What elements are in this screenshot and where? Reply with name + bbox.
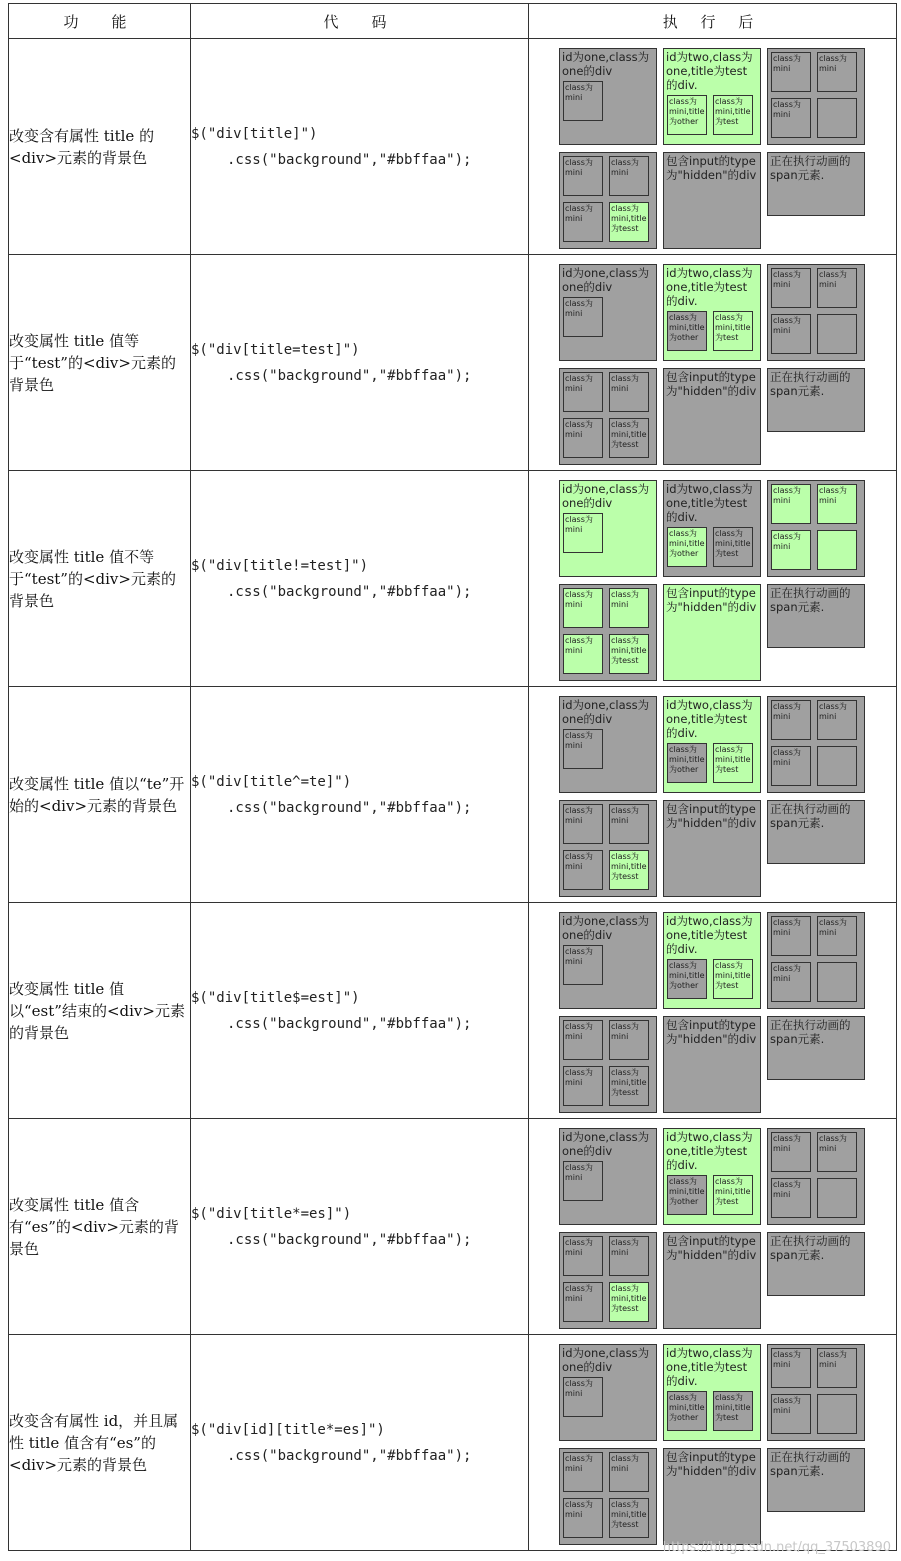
- mini-div: class为mini: [563, 1161, 603, 1201]
- result-demo: [557, 476, 867, 681]
- mini-div: class为mini: [771, 962, 811, 1002]
- mini-div: class为mini: [563, 1377, 603, 1417]
- function-description: 改变含有属性 id，并且属性 title 值含有“es”的<div>元素的背景色: [9, 1335, 191, 1551]
- function-description: 改变属性 title 值等于“test”的<div>元素的背景色: [9, 255, 191, 471]
- div-two-label: id为two,class为one,title为test的div.: [666, 914, 753, 956]
- code-css-call: .css("background","#bbffaa");: [227, 799, 472, 816]
- result-cell: [529, 1119, 897, 1335]
- mini-div: class为mini: [563, 202, 603, 242]
- div-hidden: [663, 1016, 761, 1113]
- div-left-group: [559, 368, 657, 465]
- div-two-label: id为two,class为one,title为test的div.: [666, 1130, 753, 1172]
- code-selector: $("div[title=test]"): [191, 341, 360, 358]
- div-one: [559, 480, 657, 577]
- result-demo: [557, 692, 867, 897]
- function-description: 改变属性 title 值含有“es”的<div>元素的背景色: [9, 1119, 191, 1335]
- mini-div: class为mini: [817, 52, 857, 92]
- mini-div: class为mini,title为other: [667, 1175, 707, 1215]
- span-animated-label: 正在执行动画的span元素.: [770, 802, 851, 830]
- code-css-call: .css("background","#bbffaa");: [227, 583, 472, 600]
- result-demo: [557, 260, 867, 465]
- mini-div: class为mini: [563, 81, 603, 121]
- div-two-label: id为two,class为one,title为test的div.: [666, 482, 753, 524]
- span-animated: [767, 1232, 865, 1296]
- code-selector: $("div[title*=es]"): [191, 1205, 352, 1222]
- header-row: [9, 4, 897, 39]
- mini-div: class为mini,title为test: [713, 959, 753, 999]
- div-right-group: [767, 48, 865, 145]
- mini-div: [817, 530, 857, 570]
- mini-div: class为mini,title为tesst: [609, 634, 649, 674]
- mini-div: class为mini: [563, 1498, 603, 1538]
- div-one-label: id为one,class为one的div: [562, 914, 650, 942]
- span-animated-label: 正在执行动画的span元素.: [770, 1450, 851, 1478]
- mini-div: class为mini,title为test: [713, 743, 753, 783]
- result-cell: [529, 687, 897, 903]
- mini-div: class为mini: [563, 1020, 603, 1060]
- table-row: [9, 471, 897, 687]
- div-left-group: [559, 1232, 657, 1329]
- mini-div: class为mini,title为test: [713, 311, 753, 351]
- mini-div: class为mini: [771, 314, 811, 354]
- mini-div: class为mini,title为tesst: [609, 1282, 649, 1322]
- mini-div: class为mini: [771, 268, 811, 308]
- div-hidden-label: 包含input的type为"hidden"的div: [666, 802, 757, 830]
- selector-table: [8, 3, 897, 1551]
- div-one: [559, 1344, 657, 1441]
- function-description: 改变属性 title 值以“te”开始的<div>元素的背景色: [9, 687, 191, 903]
- div-one-label: id为one,class为one的div: [562, 1130, 650, 1158]
- code-cell: [191, 1335, 529, 1551]
- div-right-group: [767, 1128, 865, 1225]
- mini-div: class为mini: [563, 1452, 603, 1492]
- div-one-label: id为one,class为one的div: [562, 482, 650, 510]
- table-row: [9, 903, 897, 1119]
- mini-div: class为mini: [771, 916, 811, 956]
- span-animated-label: 正在执行动画的span元素.: [770, 154, 851, 182]
- mini-div: class为mini: [563, 850, 603, 890]
- mini-div: class为mini: [817, 268, 857, 308]
- div-one: [559, 1128, 657, 1225]
- mini-div: class为mini: [771, 1132, 811, 1172]
- mini-div: class为mini,title为test: [713, 95, 753, 135]
- div-right-group: [767, 264, 865, 361]
- div-one: [559, 696, 657, 793]
- mini-div: class为mini: [817, 1132, 857, 1172]
- code-selector: $("div[title]"): [191, 125, 318, 142]
- div-right-group: [767, 696, 865, 793]
- div-two-label: id为two,class为one,title为test的div.: [666, 50, 753, 92]
- mini-div: class为mini: [771, 1178, 811, 1218]
- div-hidden-label: 包含input的type为"hidden"的div: [666, 586, 757, 614]
- mini-div: class为mini: [771, 98, 811, 138]
- mini-div: class为mini: [817, 916, 857, 956]
- mini-div: class为mini,title为test: [713, 1391, 753, 1431]
- code-css-call: .css("background","#bbffaa");: [227, 1231, 472, 1248]
- div-hidden: [663, 584, 761, 681]
- mini-div: class为mini: [563, 634, 603, 674]
- code-selector: $("div[id][title*=es]"): [191, 1421, 385, 1438]
- mini-div: class为mini,title为tesst: [609, 202, 649, 242]
- code-cell: [191, 903, 529, 1119]
- header-code: 代 码: [191, 4, 529, 39]
- div-one-label: id为one,class为one的div: [562, 698, 650, 726]
- mini-div: class为mini: [817, 700, 857, 740]
- span-animated: [767, 368, 865, 432]
- div-hidden-label: 包含input的type为"hidden"的div: [666, 1450, 757, 1478]
- result-cell: [529, 1335, 897, 1551]
- mini-div: [817, 98, 857, 138]
- mini-div: class为mini: [817, 484, 857, 524]
- mini-div: class为mini: [563, 372, 603, 412]
- div-right-group: [767, 912, 865, 1009]
- span-animated: [767, 800, 865, 864]
- mini-div: class为mini,title为tesst: [609, 850, 649, 890]
- mini-div: class为mini,title为other: [667, 95, 707, 135]
- div-hidden-label: 包含input的type为"hidden"的div: [666, 370, 757, 398]
- mini-div: class为mini: [609, 1020, 649, 1060]
- span-animated: [767, 1016, 865, 1080]
- code-cell: [191, 1119, 529, 1335]
- div-one-label: id为one,class为one的div: [562, 1346, 650, 1374]
- div-hidden-label: 包含input的type为"hidden"的div: [666, 1018, 757, 1046]
- div-one: [559, 912, 657, 1009]
- mini-div: class为mini: [563, 1236, 603, 1276]
- mini-div: class为mini: [563, 945, 603, 985]
- mini-div: class为mini,title为tesst: [609, 418, 649, 458]
- div-hidden: [663, 368, 761, 465]
- table-row: [9, 1335, 897, 1551]
- watermark: https://blog.csdn.net/qq_37503890: [662, 1540, 891, 1555]
- code-selector: $("div[title$=est]"): [191, 989, 360, 1006]
- div-two-label: id为two,class为one,title为test的div.: [666, 1346, 753, 1388]
- code-cell: [191, 255, 529, 471]
- mini-div: class为mini: [563, 729, 603, 769]
- mini-div: class为mini: [771, 1348, 811, 1388]
- mini-div: class为mini: [563, 156, 603, 196]
- div-two: [663, 1344, 761, 1441]
- code-selector: $("div[title!=test]"): [191, 557, 369, 574]
- mini-div: class为mini,title为tesst: [609, 1498, 649, 1538]
- code-selector: $("div[title^=te]"): [191, 773, 352, 790]
- code-css-call: .css("background","#bbffaa");: [227, 1447, 472, 1464]
- div-two: [663, 912, 761, 1009]
- div-hidden: [663, 1448, 761, 1545]
- div-right-group: [767, 1344, 865, 1441]
- table-row: [9, 255, 897, 471]
- span-animated: [767, 584, 865, 648]
- function-description: 改变含有属性 title 的<div>元素的背景色: [9, 39, 191, 255]
- mini-div: class为mini: [771, 52, 811, 92]
- mini-div: [817, 314, 857, 354]
- table-row: [9, 1119, 897, 1335]
- mini-div: [817, 746, 857, 786]
- mini-div: class为mini: [609, 588, 649, 628]
- mini-div: class为mini: [817, 1348, 857, 1388]
- mini-div: class为mini: [563, 513, 603, 553]
- div-two: [663, 696, 761, 793]
- mini-div: class为mini,title为other: [667, 743, 707, 783]
- mini-div: [817, 1178, 857, 1218]
- mini-div: class为mini,title为test: [713, 1175, 753, 1215]
- mini-div: class为mini: [609, 804, 649, 844]
- mini-div: class为mini,title为other: [667, 527, 707, 567]
- mini-div: class为mini: [609, 372, 649, 412]
- div-left-group: [559, 800, 657, 897]
- code-css-call: .css("background","#bbffaa");: [227, 367, 472, 384]
- result-demo: [557, 1340, 867, 1545]
- code-cell: [191, 687, 529, 903]
- mini-div: [817, 1394, 857, 1434]
- span-animated-label: 正在执行动画的span元素.: [770, 1234, 851, 1262]
- result-demo: [557, 908, 867, 1113]
- mini-div: class为mini: [563, 1282, 603, 1322]
- result-cell: [529, 39, 897, 255]
- div-right-group: [767, 480, 865, 577]
- span-animated: [767, 1448, 865, 1512]
- mini-div: class为mini: [563, 297, 603, 337]
- div-hidden: [663, 1232, 761, 1329]
- mini-div: class为mini: [563, 418, 603, 458]
- mini-div: class为mini: [771, 1394, 811, 1434]
- table-row: [9, 39, 897, 255]
- div-hidden-label: 包含input的type为"hidden"的div: [666, 1234, 757, 1262]
- span-animated-label: 正在执行动画的span元素.: [770, 1018, 851, 1046]
- div-left-group: [559, 1016, 657, 1113]
- mini-div: class为mini: [771, 746, 811, 786]
- mini-div: [817, 962, 857, 1002]
- div-two: [663, 264, 761, 361]
- table-row: [9, 687, 897, 903]
- result-demo: [557, 44, 867, 249]
- header-func: 功 能: [9, 4, 191, 39]
- mini-div: class为mini: [609, 1236, 649, 1276]
- result-demo: [557, 1124, 867, 1329]
- mini-div: class为mini: [771, 484, 811, 524]
- mini-div: class为mini: [609, 156, 649, 196]
- mini-div: class为mini,title为test: [713, 527, 753, 567]
- div-left-group: [559, 584, 657, 681]
- mini-div: class为mini: [771, 530, 811, 570]
- result-cell: [529, 471, 897, 687]
- div-two-label: id为two,class为one,title为test的div.: [666, 698, 753, 740]
- div-left-group: [559, 152, 657, 249]
- mini-div: class为mini: [771, 700, 811, 740]
- div-left-group: [559, 1448, 657, 1545]
- div-hidden-label: 包含input的type为"hidden"的div: [666, 154, 757, 182]
- mini-div: class为mini,title为other: [667, 1391, 707, 1431]
- div-two-label: id为two,class为one,title为test的div.: [666, 266, 753, 308]
- code-cell: [191, 39, 529, 255]
- div-two: [663, 1128, 761, 1225]
- span-animated-label: 正在执行动画的span元素.: [770, 370, 851, 398]
- div-one: [559, 264, 657, 361]
- mini-div: class为mini,title为tesst: [609, 1066, 649, 1106]
- mini-div: class为mini: [563, 1066, 603, 1106]
- div-hidden: [663, 800, 761, 897]
- mini-div: class为mini,title为other: [667, 959, 707, 999]
- function-description: 改变属性 title 值以“est”结束的<div>元素的背景色: [9, 903, 191, 1119]
- div-two: [663, 480, 761, 577]
- result-cell: [529, 255, 897, 471]
- result-cell: [529, 903, 897, 1119]
- mini-div: class为mini: [563, 588, 603, 628]
- function-description: 改变属性 title 值不等于“test”的<div>元素的背景色: [9, 471, 191, 687]
- header-result: 执 行 后: [529, 4, 897, 39]
- div-one-label: id为one,class为one的div: [562, 266, 650, 294]
- span-animated-label: 正在执行动画的span元素.: [770, 586, 851, 614]
- div-one: [559, 48, 657, 145]
- div-hidden: [663, 152, 761, 249]
- mini-div: class为mini: [563, 804, 603, 844]
- code-css-call: .css("background","#bbffaa");: [227, 151, 472, 168]
- div-one-label: id为one,class为one的div: [562, 50, 650, 78]
- code-css-call: .css("background","#bbffaa");: [227, 1015, 472, 1032]
- code-cell: [191, 471, 529, 687]
- mini-div: class为mini,title为other: [667, 311, 707, 351]
- span-animated: [767, 152, 865, 216]
- div-two: [663, 48, 761, 145]
- mini-div: class为mini: [609, 1452, 649, 1492]
